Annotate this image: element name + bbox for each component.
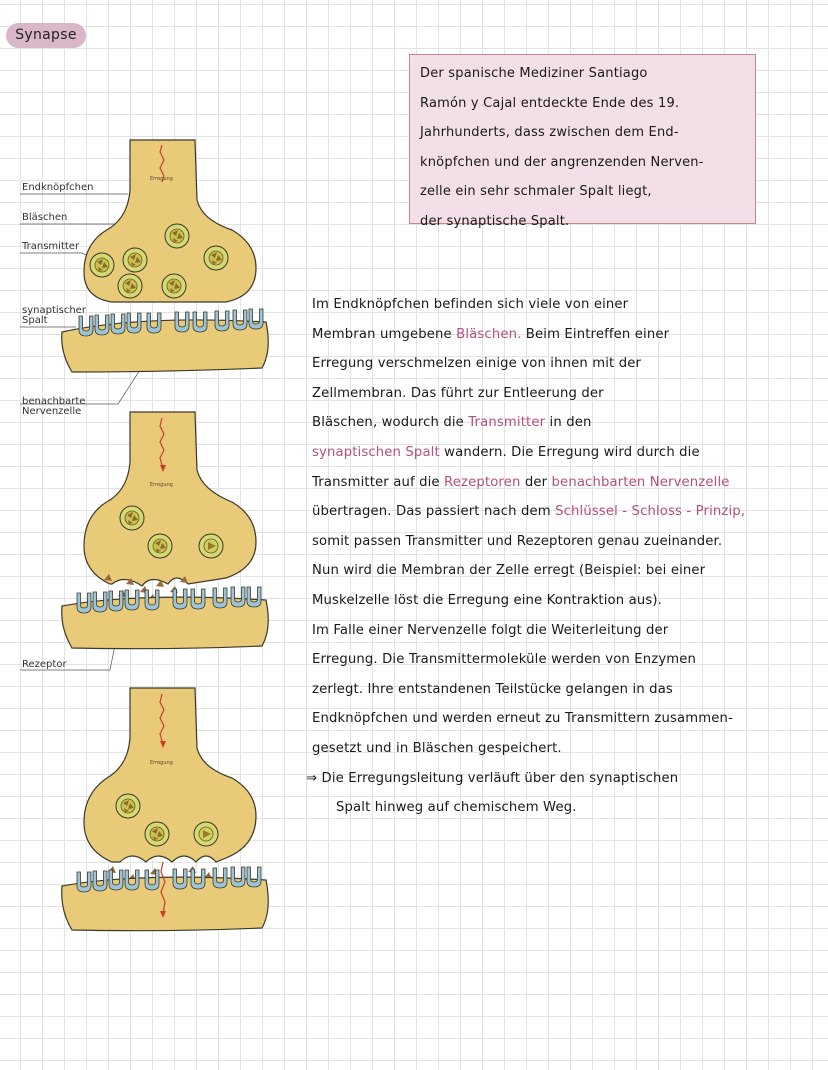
receptor-icon	[233, 310, 247, 330]
history-line: Der spanische Mediziner Santiago	[420, 66, 648, 81]
conclusion-line: Spalt hinweg auf chemischem Weg.	[336, 800, 577, 816]
synapse-3	[62, 688, 269, 931]
vesicle-icon	[204, 246, 228, 270]
term-synaptischer-spalt: synaptischen Spalt	[312, 444, 440, 460]
vesicle-icon	[123, 248, 147, 272]
receptor-icon	[77, 872, 91, 892]
text-line: gesetzt und in Bläschen gespeichert.	[312, 740, 562, 756]
label-endknoepfchen: Endknöpfchen	[22, 182, 94, 193]
vesicle-icon	[162, 274, 186, 298]
term-blaeschen: Bläschen.	[456, 326, 522, 342]
history-line: Ramón y Cajal entdeckte Ende des 19.	[420, 95, 680, 111]
receptor-icon	[79, 316, 93, 336]
text-line: Erregung. Die Transmittermoleküle werden von Enzymen	[312, 652, 697, 668]
label-blaeschen: Bläschen	[22, 212, 68, 223]
vesicle-icon	[194, 822, 218, 846]
label-spalt-1: synaptischer	[22, 305, 86, 316]
text-line: synaptischen Spalt wandern. Die Erregung wird durch die	[312, 444, 700, 460]
term-rezeptoren: Rezeptoren	[444, 474, 521, 490]
text-line: Im Falle einer Nervenzelle folgt die Weiterleitung der	[312, 622, 669, 638]
vesicle-icon	[165, 224, 189, 248]
history-note-box	[409, 54, 756, 229]
erregung-label-1: Erregung	[150, 176, 173, 182]
label-spalt-2: Spalt	[22, 315, 48, 326]
text-line: zerlegt. Ihre entstandenen Teilstücke gelangen in das	[312, 681, 673, 697]
receptor-icon	[247, 867, 261, 887]
label-nachbar-2: Nervenzelle	[22, 406, 82, 417]
text-line: Muskelzelle löst die Erregung eine Kontraktion aus).	[312, 592, 663, 608]
vesicle-icon	[145, 822, 169, 846]
text-line: Zellmembran. Das führt zur Entleerung der	[312, 385, 604, 401]
label-rezeptor: Rezeptor	[22, 659, 67, 670]
erregung-label-3: Erregung	[150, 760, 173, 766]
text-line: Bläschen, wodurch die Transmitter in den	[312, 415, 592, 431]
text-line: Erregung verschmelzen einige von ihnen mit der	[312, 356, 642, 372]
synapse-1	[62, 140, 269, 372]
text-line: übertragen. Das passiert nach dem Schlüssel - Schloss - Prinzip,	[312, 504, 746, 520]
term-benachbarte-nervenzelle: benachbarten Nervenzelle	[551, 474, 730, 490]
text-line: Nun wird die Membran der Zelle erregt (Beispiel: bei einer	[312, 563, 706, 579]
synapse-diagram	[0, 0, 300, 960]
page-title: Synapse	[6, 23, 86, 48]
history-line: Jahrhunderts, dass zwischen dem End-	[420, 125, 679, 141]
text-line: Membran umgebene Bläschen. Beim Eintreffen einer	[312, 326, 670, 342]
main-text	[306, 290, 824, 823]
text-line: Transmitter auf die Rezeptoren der benachbarten Nervenzelle	[312, 474, 730, 490]
history-line: der synaptische Spalt.	[420, 213, 570, 229]
text-line: Endknöpfchen und werden erneut zu Transmittern zusammen-	[312, 711, 733, 727]
receptor-icon	[249, 309, 263, 329]
presynaptic-terminal-2	[84, 412, 256, 586]
receptor-icon	[231, 867, 245, 887]
vesicle-icon	[148, 534, 172, 558]
receptor-icon	[231, 587, 245, 607]
term-schluessel-schloss: Schlüssel - Schloss - Prinzip,	[555, 504, 746, 520]
erregung-label-2: Erregung	[150, 482, 173, 488]
leader-nachbar	[20, 370, 140, 404]
vesicle-icon	[120, 506, 144, 530]
term-transmitter: Transmitter	[468, 415, 546, 431]
vesicle-icon	[90, 253, 114, 277]
history-line: knöpfchen und der angrenzenden Nerven-	[420, 154, 704, 170]
synapse-2	[62, 412, 269, 649]
text-line: somit passen Transmitter und Rezeptoren genau zueinander.	[312, 533, 723, 549]
vesicle-icon	[118, 274, 142, 298]
label-transmitter: Transmitter	[22, 241, 80, 252]
label-nachbar-1: benachbarte	[22, 396, 86, 407]
conclusion-line: ⇒ Die Erregungsleitung verläuft über den synaptischen	[306, 770, 679, 786]
presynaptic-terminal-3	[84, 688, 256, 862]
vesicle-icon	[199, 534, 223, 558]
receptor-icon	[247, 587, 261, 607]
text-line: Im Endknöpfchen befinden sich viele von einer	[312, 297, 629, 312]
history-line: zelle ein sehr schmaler Spalt liegt,	[420, 184, 652, 200]
vesicle-icon	[116, 794, 140, 818]
